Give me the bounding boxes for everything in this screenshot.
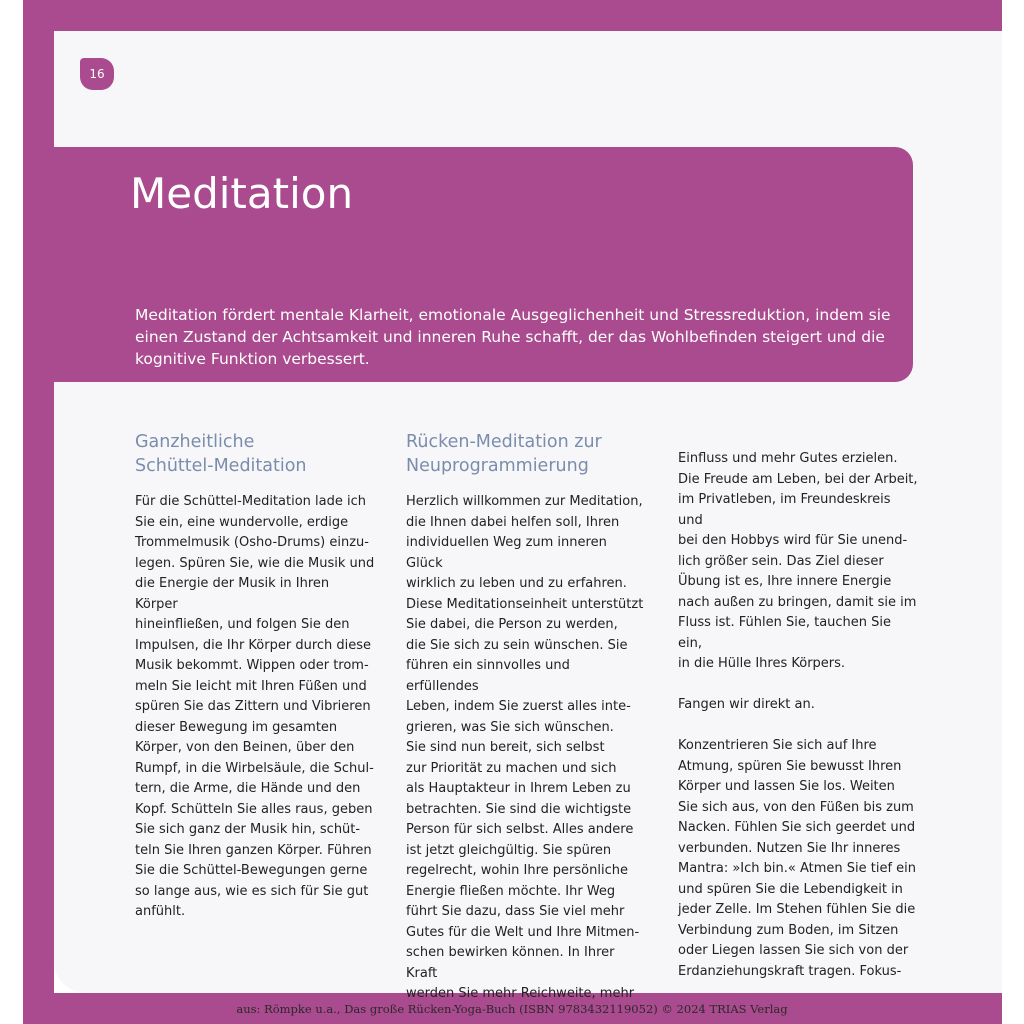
footer-citation: aus: Römpke u.a., Das große Rücken-Yoga-Buch (ISBN 9783432119052) © 2024 TRIAS Verlag xyxy=(236,1002,788,1016)
text-column-3 xyxy=(678,449,918,982)
page-title: Meditation xyxy=(130,169,354,218)
frame-top-border xyxy=(23,0,1002,31)
column-2-body: Herzlich willkommen zur Meditation, die Ihnen dabei helfen soll, Ihren individuellen Weg zum inneren Glück wirklich zu leben und zu erfahren. Diese Meditationseinheit unterstützt Sie dabei, die Person zu werden, die Sie sich zu sein wünschen. Sie führen ein sinnvolles und erfüllendes Leben, indem Sie zuerst alles inte- grieren, was Sie sich wünschen. Sie sind nun bereit, sich selbst zur Priorität zu machen und sich als Hauptakteur in Ihrem Leben zu betrachten. Sie sind die wichtigste Person für sich selbst. Alles andere ist jetzt gleichgültig. Sie spüren regelrecht, wohin Ihre persönliche Energie fließen möchte. Ihr Weg führt Sie dazu, dass Sie viel mehr Gutes für die Welt und Ihre Mitmen- schen bewirken können. In Ihrer Kraft werden Sie mehr Reichweite, mehr xyxy=(406,494,644,1001)
text-column-1 xyxy=(135,430,375,923)
page-number-badge: 16 xyxy=(80,58,114,90)
column-1-body: Für die Schüttel-Meditation lade ich Sie ein, eine wundervolle, erdige Trommelmusik (Osho-Drums) einzu- legen. Spüren Sie, wie die Musik und die Energie der Musik in Ihren Körper hineinfließen, und folgen Sie den Impulsen, die Ihr Körper durch diese Musik bekommt. Wippen oder trom- meln Sie leicht mit Ihren Füßen und spüren Sie das Zittern und Vibrieren dieser Bewegung im gesamten Körper, von den Beinen, über den Rumpf, in die Wirbelsäule, die Schul- tern, die Arme, die Hände und den Kopf. Schütteln Sie alles raus, geben Sie sich ganz der Musik hin, schüt- teln Sie Ihren ganzen Körper. Führen Sie die Schüttel-Bewegungen gerne so lange aus, wie es sich für Sie gut anfühlt. xyxy=(135,494,375,919)
frame-left-border xyxy=(23,0,54,1024)
column-3-body: Einfluss und mehr Gutes erzielen. Die Freude am Leben, bei der Arbeit, im Privatleben, im Freundeskreis und bei den Hobbys wird für Sie unend- lich größer sein. Das Ziel dieser Übung ist es, Ihre innere Energie nach außen zu bringen, damit sie im Fluss ist. Fühlen Sie, tauchen Sie ein, in die Hülle Ihres Körpers. Fangen wir direkt an. Konzentrieren Sie sich auf Ihre Atmung, spüren Sie bewusst Ihren Körper und lassen Sie los. Weiten Sie sich aus, von den Füßen bis zum Nacken. Fühlen Sie sich geerdet und verbunden. Nutzen Sie Ihr inneres Mantra: »Ich bin.« Atmen Sie tief ein und spüren Sie die Lebendigkeit in jeder Zelle. Im Stehen fühlen Sie die Verbindung zum Boden, im Sitzen oder Liegen lassen Sie sich von der Erdanziehungskraft tragen. Fokus- xyxy=(678,451,918,979)
text-column-2 xyxy=(406,430,646,1005)
section-heading-ruecken: Rücken-Meditation zur Neuprogrammierung xyxy=(406,432,602,476)
section-heading-schuettel: Ganzheitliche Schüttel-Meditation xyxy=(135,432,307,476)
intro-paragraph: Meditation fördert mentale Klarheit, emotionale Ausgeglichenheit und Stressreduktion, indem sie einen Zustand der Achtsamkeit und inneren Ruhe schafft, der das Wohlbefinden steigert und die kognitive Funktion verbessert. xyxy=(135,306,891,368)
